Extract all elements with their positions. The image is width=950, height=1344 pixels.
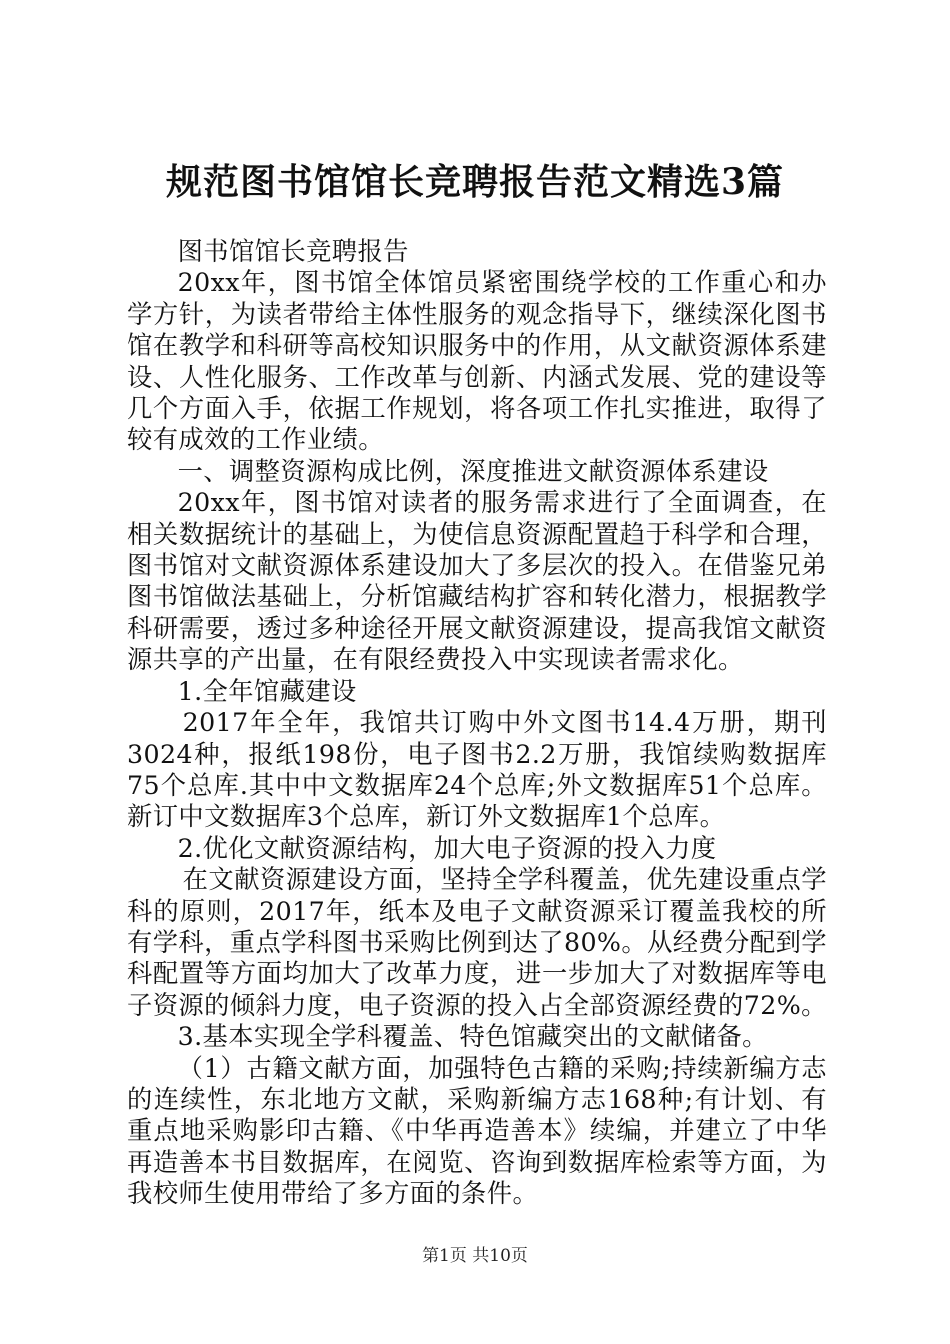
document-title: 规范图书馆馆长竞聘报告范文精选3篇 (165, 161, 785, 203)
paragraph-collection: 2017年全年，我馆共订购中外文图书14.4万册，期刊3024种，报纸198份，电子图书2.2万册，我馆续购数据库75个总库.其中中文数据库24个总库;外文数据库51个总库。新订中文数据库3个总库，新订外文数据库1个总库。 (127, 708, 827, 832)
heading-item-3: 3.基本实现全学科覆盖、特色馆藏突出的文献储备。 (177, 1022, 768, 1052)
paragraph-ancient-books: （1）古籍文献方面，加强特色古籍的采购;持续新编方志的连续性，东北地方文献，采购新编方志168种;有计划、有重点地采购影印古籍、《中华再造善本》续编，并建立了中华再造善本书目数据库，在阅览、咨询到数据库检索等方面，为我校师生使用带给了多方面的条件。 (127, 1053, 827, 1209)
paragraph-subtitle: 图书馆馆长竞聘报告 (177, 237, 409, 266)
heading-section-1: 一、调整资源构成比例，深度推进文献资源体系建设 (177, 456, 769, 486)
paragraph-intro: 20xx年，图书馆全体馆员紧密围绕学校的工作重心和办学方针，为读者带给主体性服务的观念指导下，继续深化图书馆在教学和科研等高校知识服务中的作用，从文献资源体系建设、人性化服务、工作改革与创新、内涵式发展、党的建设等几个方面入手，依据工作规划，将各项工作扎实推进，取得了较有成效的工作业绩。 (127, 268, 827, 455)
heading-item-2: 2.优化文献资源结构，加大电子资源的投入力度 (177, 833, 717, 863)
document-body (127, 236, 827, 1210)
paragraph-survey: 20xx年，图书馆对读者的服务需求进行了全面调查，在相关数据统计的基础上，为使信息资源配置趋于科学和合理，图书馆对文献资源体系建设加大了多层次的投入。在借鉴兄弟图书馆做法基础上，分析馆藏结构扩容和转化潜力，根据教学科研需要，透过多种途径开展文献资源建设，提高我馆文献资源共享的产出量，在有限经费投入中实现读者需求化。 (127, 488, 827, 675)
heading-item-1: 1.全年馆藏建设 (177, 676, 357, 706)
page-number-footer: 第1页 共10页 (422, 1246, 528, 1266)
paragraph-structure: 在文献资源建设方面，坚持全学科覆盖，优先建设重点学科的原则，2017年，纸本及电子文献资源采订覆盖我校的所有学科，重点学科图书采购比例到达了80%。从经费分配到学科配置等方面均加大了改革力度，进一步加大了对数据库等电子资源的倾斜力度，电子资源的投入占全部资源经费的72%。 (127, 865, 827, 1020)
